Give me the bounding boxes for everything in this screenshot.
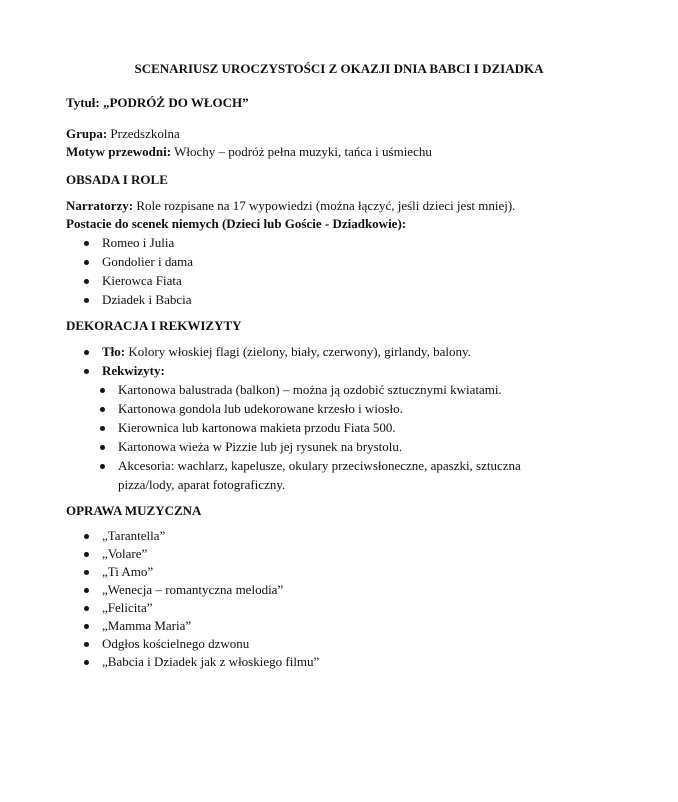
bullet-icon — [100, 445, 105, 450]
tytul-value: „PODRÓŻ DO WŁOCH” — [102, 95, 249, 110]
obsada-heading: OBSADA I ROLE — [66, 172, 168, 187]
tlo-line — [102, 344, 471, 360]
list-item-continuation: pizza/lody, aparat fotograficzny. — [118, 477, 286, 492]
motyw-line — [66, 144, 432, 160]
narratorzy-value: Role rozpisane na 17 wypowiedzi (można łączyć, jeśli dzieci jest mniej). — [136, 198, 516, 213]
list-item: Kartonowa wieża w Pizzie lub jej rysunek na brystolu. — [118, 439, 403, 454]
bullet-icon — [84, 588, 89, 593]
dekoracja-heading: DEKORACJA I REKWIZYTY — [66, 318, 242, 333]
list-item: Odgłos kościelnego dzwonu — [102, 636, 250, 651]
motyw-value: Włochy – podróż pełna muzyki, tańca i uśmiechu — [174, 144, 432, 159]
bullet-icon — [84, 369, 89, 374]
bullet-icon — [100, 407, 105, 412]
list-item: „Volare” — [102, 546, 148, 561]
document-title: SCENARIUSZ UROCZYSTOŚCI Z OKAZJI DNIA BABCI I DZIADKA — [134, 61, 544, 76]
bullet-icon — [84, 570, 89, 575]
grupa-line — [66, 126, 180, 142]
list-item: „Felicita” — [102, 600, 153, 615]
list-item: Kartonowa gondola lub udekorowane krzesło i wiosło. — [118, 401, 403, 416]
list-item: „Ti Amo” — [102, 564, 154, 579]
bullet-icon — [84, 260, 89, 265]
bullet-icon — [84, 660, 89, 665]
list-item: Gondolier i dama — [102, 254, 193, 269]
bullet-icon — [84, 298, 89, 303]
list-item: „Babcia i Dziadek jak z włoskiego filmu” — [102, 654, 320, 669]
list-item: Kartonowa balustrada (balkon) – można ją ozdobić sztucznymi kwiatami. — [118, 382, 502, 397]
motyw-label: Motyw przewodni: — [66, 144, 172, 159]
bullet-icon — [100, 464, 105, 469]
tlo-label: Tło: — [102, 344, 126, 359]
tytul-line — [66, 95, 249, 111]
bullet-icon — [84, 350, 89, 355]
narratorzy-label: Narratorzy: — [66, 198, 134, 213]
bullet-icon — [84, 241, 89, 246]
list-item: „Tarantella” — [102, 528, 166, 543]
bullet-icon — [84, 279, 89, 284]
list-item: Dziadek i Babcia — [102, 292, 192, 307]
list-item: Akcesoria: wachlarz, kapelusze, okulary przeciwsłoneczne, apaszki, sztuczna — [118, 458, 521, 473]
bullet-icon — [100, 388, 105, 393]
bullet-icon — [84, 534, 89, 539]
list-item: „Mamma Maria” — [102, 618, 192, 633]
list-item: „Wenecja – romantyczna melodia” — [102, 582, 284, 597]
grupa-label: Grupa: — [66, 126, 108, 141]
bullet-icon — [84, 642, 89, 647]
narratorzy-line — [66, 198, 515, 214]
tlo-value: Kolory włoskiej flagi (zielony, biały, czerwony), girlandy, balony. — [128, 344, 471, 359]
list-item: Kierownica lub kartonowa makieta przodu Fiata 500. — [118, 420, 396, 435]
bullet-icon — [100, 426, 105, 431]
oprawa-heading: OPRAWA MUZYCZNA — [66, 503, 202, 518]
bullet-icon — [84, 624, 89, 629]
postacie-label: Postacie do scenek niemych (Dzieci lub Goście - Dziadkowie): — [66, 216, 407, 231]
tytul-label: Tytuł: — [66, 95, 100, 110]
list-item: Romeo i Julia — [102, 235, 175, 250]
bullet-icon — [84, 606, 89, 611]
list-item: Kierowca Fiata — [102, 273, 182, 288]
rekwizyty-label: Rekwizyty: — [102, 363, 165, 378]
grupa-value: Przedszkolna — [110, 126, 180, 141]
bullet-icon — [84, 552, 89, 557]
